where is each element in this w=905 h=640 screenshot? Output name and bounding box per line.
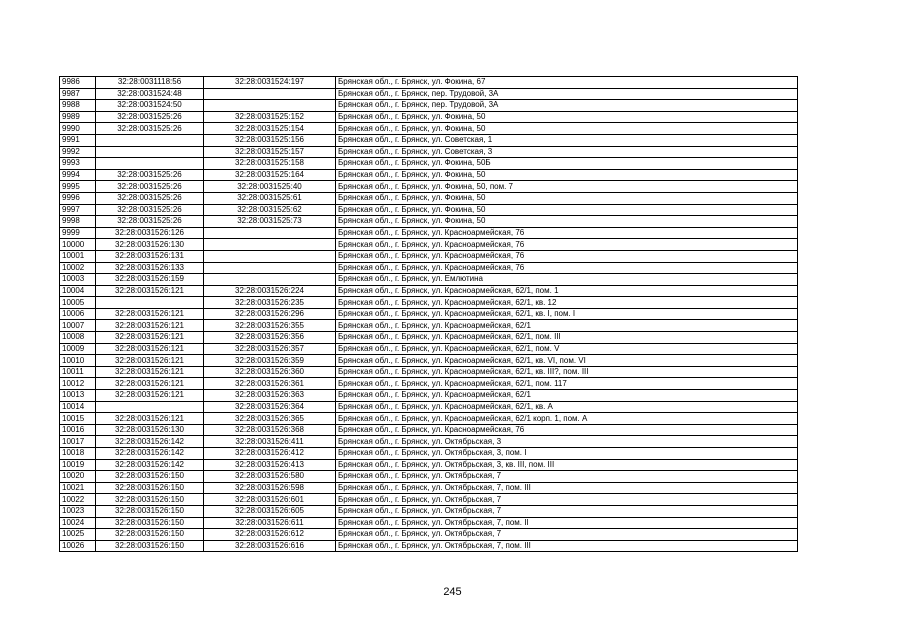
address-cell: Брянская обл., г. Брянск, ул. Октябрьская, 7 [336,529,798,541]
table-row [60,332,798,344]
object-number-cell [204,250,336,262]
row-number-cell: 9996 [60,192,96,204]
row-number-cell: 9992 [60,146,96,158]
address-cell: Брянская обл., г. Брянск, ул. Фокина, 50 [336,123,798,135]
table-row [60,529,798,541]
parcel-number-cell: 32:28:0031526:121 [96,355,204,367]
address-cell: Брянская обл., г. Брянск, ул. Фокина, 50, пом. 7 [336,181,798,193]
row-number-cell: 9999 [60,227,96,239]
object-number-cell: 32:28:0031526:611 [204,517,336,529]
table-row [60,262,798,274]
parcel-number-cell: 32:28:0031526:142 [96,436,204,448]
address-cell: Брянская обл., г. Брянск, ул. Октябрьская, 7, пом. III [336,540,798,552]
parcel-number-cell: 32:28:0031525:26 [96,216,204,228]
object-number-cell: 32:28:0031525:154 [204,123,336,135]
parcel-number-cell: 32:28:0031526:131 [96,250,204,262]
address-cell: Брянская обл., г. Брянск, ул. Октябрьская, 7 [336,471,798,483]
address-cell: Брянская обл., г. Брянск, ул. Красноармейская, 62/1 [336,390,798,402]
address-cell: Брянская обл., г. Брянск, ул. Красноармейская, 62/1, кв. I, пом. I [336,308,798,320]
row-number-cell: 10000 [60,239,96,251]
row-number-cell: 9995 [60,181,96,193]
object-number-cell: 32:28:0031525:73 [204,216,336,228]
table-row [60,413,798,425]
row-number-cell: 10023 [60,505,96,517]
cadastral-table [59,76,798,552]
row-number-cell: 9997 [60,204,96,216]
table-row [60,424,798,436]
table-row [60,505,798,517]
object-number-cell: 32:28:0031526:412 [204,448,336,460]
address-cell: Брянская обл., г. Брянск, ул. Октябрьская, 3, пом. I [336,448,798,460]
address-cell: Брянская обл., г. Брянск, ул. Фокина, 50 [336,204,798,216]
address-cell: Брянская обл., г. Брянск, ул. Октябрьская, 3, кв. III, пом. III [336,459,798,471]
object-number-cell: 32:28:0031526:605 [204,505,336,517]
row-number-cell: 10008 [60,332,96,344]
object-number-cell: 32:28:0031525:158 [204,158,336,170]
table-row [60,250,798,262]
row-number-cell: 10007 [60,320,96,332]
row-number-cell: 10019 [60,459,96,471]
object-number-cell [204,100,336,112]
row-number-cell: 10005 [60,297,96,309]
address-cell: Брянская обл., г. Брянск, ул. Фокина, 50 [336,192,798,204]
address-cell: Брянская обл., г. Брянск, ул. Емлютина [336,274,798,286]
row-number-cell: 10016 [60,424,96,436]
address-cell: Брянская обл., г. Брянск, ул. Красноармейская, 62/1, пом. III [336,332,798,344]
address-cell: Брянская обл., г. Брянск, ул. Красноармейская, 62/1, пом. V [336,343,798,355]
parcel-number-cell: 32:28:0031525:26 [96,111,204,123]
row-number-cell: 10021 [60,482,96,494]
parcel-number-cell: 32:28:0031525:26 [96,169,204,181]
object-number-cell: 32:28:0031525:157 [204,146,336,158]
table-row [60,239,798,251]
parcel-number-cell: 32:28:0031526:121 [96,308,204,320]
row-number-cell: 10020 [60,471,96,483]
object-number-cell: 32:28:0031525:164 [204,169,336,181]
table-row [60,216,798,228]
parcel-number-cell [96,146,204,158]
parcel-number-cell: 32:28:0031525:26 [96,123,204,135]
parcel-number-cell: 32:28:0031526:121 [96,332,204,344]
row-number-cell: 9989 [60,111,96,123]
address-cell: Брянская обл., г. Брянск, ул. Красноармейская, 62/1, кв. 12 [336,297,798,309]
row-number-cell: 10011 [60,366,96,378]
table-row [60,285,798,297]
parcel-number-cell: 32:28:0031526:133 [96,262,204,274]
parcel-number-cell [96,134,204,146]
address-cell: Брянская обл., г. Брянск, ул. Красноармейская, 62/1, кв. А [336,401,798,413]
row-number-cell: 9994 [60,169,96,181]
row-number-cell: 10026 [60,540,96,552]
object-number-cell: 32:28:0031524:197 [204,77,336,89]
object-number-cell: 32:28:0031526:361 [204,378,336,390]
table-row [60,494,798,506]
parcel-number-cell: 32:28:0031526:150 [96,517,204,529]
row-number-cell: 9993 [60,158,96,170]
table-row [60,308,798,320]
parcel-number-cell [96,297,204,309]
parcel-number-cell: 32:28:0031526:150 [96,505,204,517]
table-body [60,77,798,552]
object-number-cell: 32:28:0031526:359 [204,355,336,367]
address-cell: Брянская обл., г. Брянск, ул. Красноармейская, 76 [336,227,798,239]
table-row [60,448,798,460]
address-cell: Брянская обл., г. Брянск, ул. Фокина, 67 [336,77,798,89]
object-number-cell: 32:28:0031525:62 [204,204,336,216]
table-row [60,158,798,170]
row-number-cell: 10022 [60,494,96,506]
object-number-cell: 32:28:0031526:365 [204,413,336,425]
table-row [60,355,798,367]
object-number-cell: 32:28:0031526:364 [204,401,336,413]
parcel-number-cell: 32:28:0031524:50 [96,100,204,112]
parcel-number-cell: 32:28:0031526:150 [96,494,204,506]
row-number-cell: 10004 [60,285,96,297]
parcel-number-cell: 32:28:0031526:142 [96,448,204,460]
table-row [60,297,798,309]
row-number-cell: 10018 [60,448,96,460]
parcel-number-cell: 32:28:0031526:121 [96,320,204,332]
table-row [60,390,798,402]
parcel-number-cell: 32:28:0031526:121 [96,378,204,390]
table-row [60,540,798,552]
parcel-number-cell: 32:28:0031526:121 [96,285,204,297]
table-row [60,192,798,204]
address-cell: Брянская обл., г. Брянск, ул. Октябрьская, 7, пом. III [336,482,798,494]
parcel-number-cell: 32:28:0031526:142 [96,459,204,471]
table-row [60,459,798,471]
parcel-number-cell: 32:28:0031526:150 [96,482,204,494]
address-cell: Брянская обл., г. Брянск, ул. Красноармейская, 62/1, пом. 1 [336,285,798,297]
address-cell: Брянская обл., г. Брянск, ул. Фокина, 50 [336,216,798,228]
parcel-number-cell: 32:28:0031526:121 [96,390,204,402]
row-number-cell: 10024 [60,517,96,529]
object-number-cell: 32:28:0031525:40 [204,181,336,193]
row-number-cell: 10015 [60,413,96,425]
table-row [60,401,798,413]
table-row [60,320,798,332]
table-row [60,169,798,181]
address-cell: Брянская обл., г. Брянск, ул. Красноармейская, 62/1, пом. 117 [336,378,798,390]
row-number-cell: 10010 [60,355,96,367]
object-number-cell: 32:28:0031526:598 [204,482,336,494]
row-number-cell: 10013 [60,390,96,402]
table-row [60,471,798,483]
table-row [60,274,798,286]
table-row [60,88,798,100]
parcel-number-cell: 32:28:0031525:26 [96,192,204,204]
table-row [60,146,798,158]
object-number-cell: 32:28:0031526:368 [204,424,336,436]
parcel-number-cell: 32:28:0031524:48 [96,88,204,100]
parcel-number-cell: 32:28:0031526:150 [96,529,204,541]
object-number-cell: 32:28:0031526:413 [204,459,336,471]
object-number-cell: 32:28:0031526:601 [204,494,336,506]
object-number-cell: 32:28:0031525:152 [204,111,336,123]
address-cell: Брянская обл., г. Брянск, ул. Красноармейская, 62/1 корп. 1, пом. А [336,413,798,425]
object-number-cell: 32:28:0031526:356 [204,332,336,344]
table-row [60,181,798,193]
table-row [60,123,798,135]
parcel-number-cell: 32:28:0031118:56 [96,77,204,89]
parcel-number-cell: 32:28:0031526:150 [96,471,204,483]
object-number-cell: 32:28:0031526:411 [204,436,336,448]
object-number-cell: 32:28:0031526:355 [204,320,336,332]
address-cell: Брянская обл., г. Брянск, ул. Красноармейская, 76 [336,250,798,262]
parcel-number-cell: 32:28:0031526:150 [96,540,204,552]
object-number-cell: 32:28:0031526:235 [204,297,336,309]
object-number-cell: 32:28:0031526:357 [204,343,336,355]
address-cell: Брянская обл., г. Брянск, ул. Фокина, 50Б [336,158,798,170]
address-cell: Брянская обл., г. Брянск, ул. Фокина, 50 [336,169,798,181]
object-number-cell: 32:28:0031526:296 [204,308,336,320]
table-row [60,482,798,494]
table-row [60,77,798,89]
parcel-number-cell: 32:28:0031525:26 [96,181,204,193]
row-number-cell: 9990 [60,123,96,135]
table-row [60,436,798,448]
row-number-cell: 9986 [60,77,96,89]
object-number-cell: 32:28:0031526:580 [204,471,336,483]
object-number-cell: 32:28:0031526:360 [204,366,336,378]
table-row [60,378,798,390]
row-number-cell: 10002 [60,262,96,274]
object-number-cell: 32:28:0031526:224 [204,285,336,297]
object-number-cell: 32:28:0031526:612 [204,529,336,541]
table-row [60,100,798,112]
row-number-cell: 9998 [60,216,96,228]
parcel-number-cell: 32:28:0031526:121 [96,343,204,355]
address-cell: Брянская обл., г. Брянск, ул. Советская, 3 [336,146,798,158]
row-number-cell: 10001 [60,250,96,262]
parcel-number-cell: 32:28:0031526:130 [96,424,204,436]
object-number-cell [204,227,336,239]
table-row [60,343,798,355]
object-number-cell: 32:28:0031526:616 [204,540,336,552]
table-row [60,227,798,239]
parcel-number-cell: 32:28:0031526:126 [96,227,204,239]
parcel-number-cell: 32:28:0031525:26 [96,204,204,216]
object-number-cell [204,274,336,286]
address-cell: Брянская обл., г. Брянск, ул. Октябрьская, 7 [336,505,798,517]
row-number-cell: 9987 [60,88,96,100]
row-number-cell: 10006 [60,308,96,320]
parcel-number-cell [96,401,204,413]
row-number-cell: 9988 [60,100,96,112]
object-number-cell: 32:28:0031525:156 [204,134,336,146]
parcel-number-cell: 32:28:0031526:121 [96,366,204,378]
parcel-number-cell: 32:28:0031526:121 [96,413,204,425]
row-number-cell: 10009 [60,343,96,355]
table-row [60,204,798,216]
address-cell: Брянская обл., г. Брянск, ул. Советская, 1 [336,134,798,146]
address-cell: Брянская обл., г. Брянск, ул. Фокина, 50 [336,111,798,123]
parcel-number-cell: 32:28:0031526:159 [96,274,204,286]
table-row [60,111,798,123]
table-row [60,134,798,146]
row-number-cell: 10025 [60,529,96,541]
address-cell: Брянская обл., г. Брянск, ул. Красноармейская, 62/1, кв. III?, пом. III [336,366,798,378]
address-cell: Брянская обл., г. Брянск, пер. Трудовой, 3А [336,88,798,100]
row-number-cell: 10012 [60,378,96,390]
address-cell: Брянская обл., г. Брянск, ул. Красноармейская, 62/1 [336,320,798,332]
object-number-cell [204,262,336,274]
address-cell: Брянская обл., г. Брянск, ул. Октябрьская, 3 [336,436,798,448]
row-number-cell: 10017 [60,436,96,448]
row-number-cell: 9991 [60,134,96,146]
address-cell: Брянская обл., г. Брянск, ул. Красноармейская, 76 [336,424,798,436]
parcel-number-cell: 32:28:0031526:130 [96,239,204,251]
table-row [60,366,798,378]
page-number: 245 [443,586,462,598]
row-number-cell: 10014 [60,401,96,413]
object-number-cell [204,88,336,100]
address-cell: Брянская обл., г. Брянск, пер. Трудовой, 3А [336,100,798,112]
address-cell: Брянская обл., г. Брянск, ул. Красноармейская, 76 [336,239,798,251]
address-cell: Брянская обл., г. Брянск, ул. Октябрьская, 7, пом. II [336,517,798,529]
row-number-cell: 10003 [60,274,96,286]
table-row [60,517,798,529]
address-cell: Брянская обл., г. Брянск, ул. Красноармейская, 76 [336,262,798,274]
address-cell: Брянская обл., г. Брянск, ул. Красноармейская, 62/1, кв. VI, пом. VI [336,355,798,367]
object-number-cell: 32:28:0031525:61 [204,192,336,204]
address-cell: Брянская обл., г. Брянск, ул. Октябрьская, 7 [336,494,798,506]
parcel-number-cell [96,158,204,170]
object-number-cell: 32:28:0031526:363 [204,390,336,402]
object-number-cell [204,239,336,251]
